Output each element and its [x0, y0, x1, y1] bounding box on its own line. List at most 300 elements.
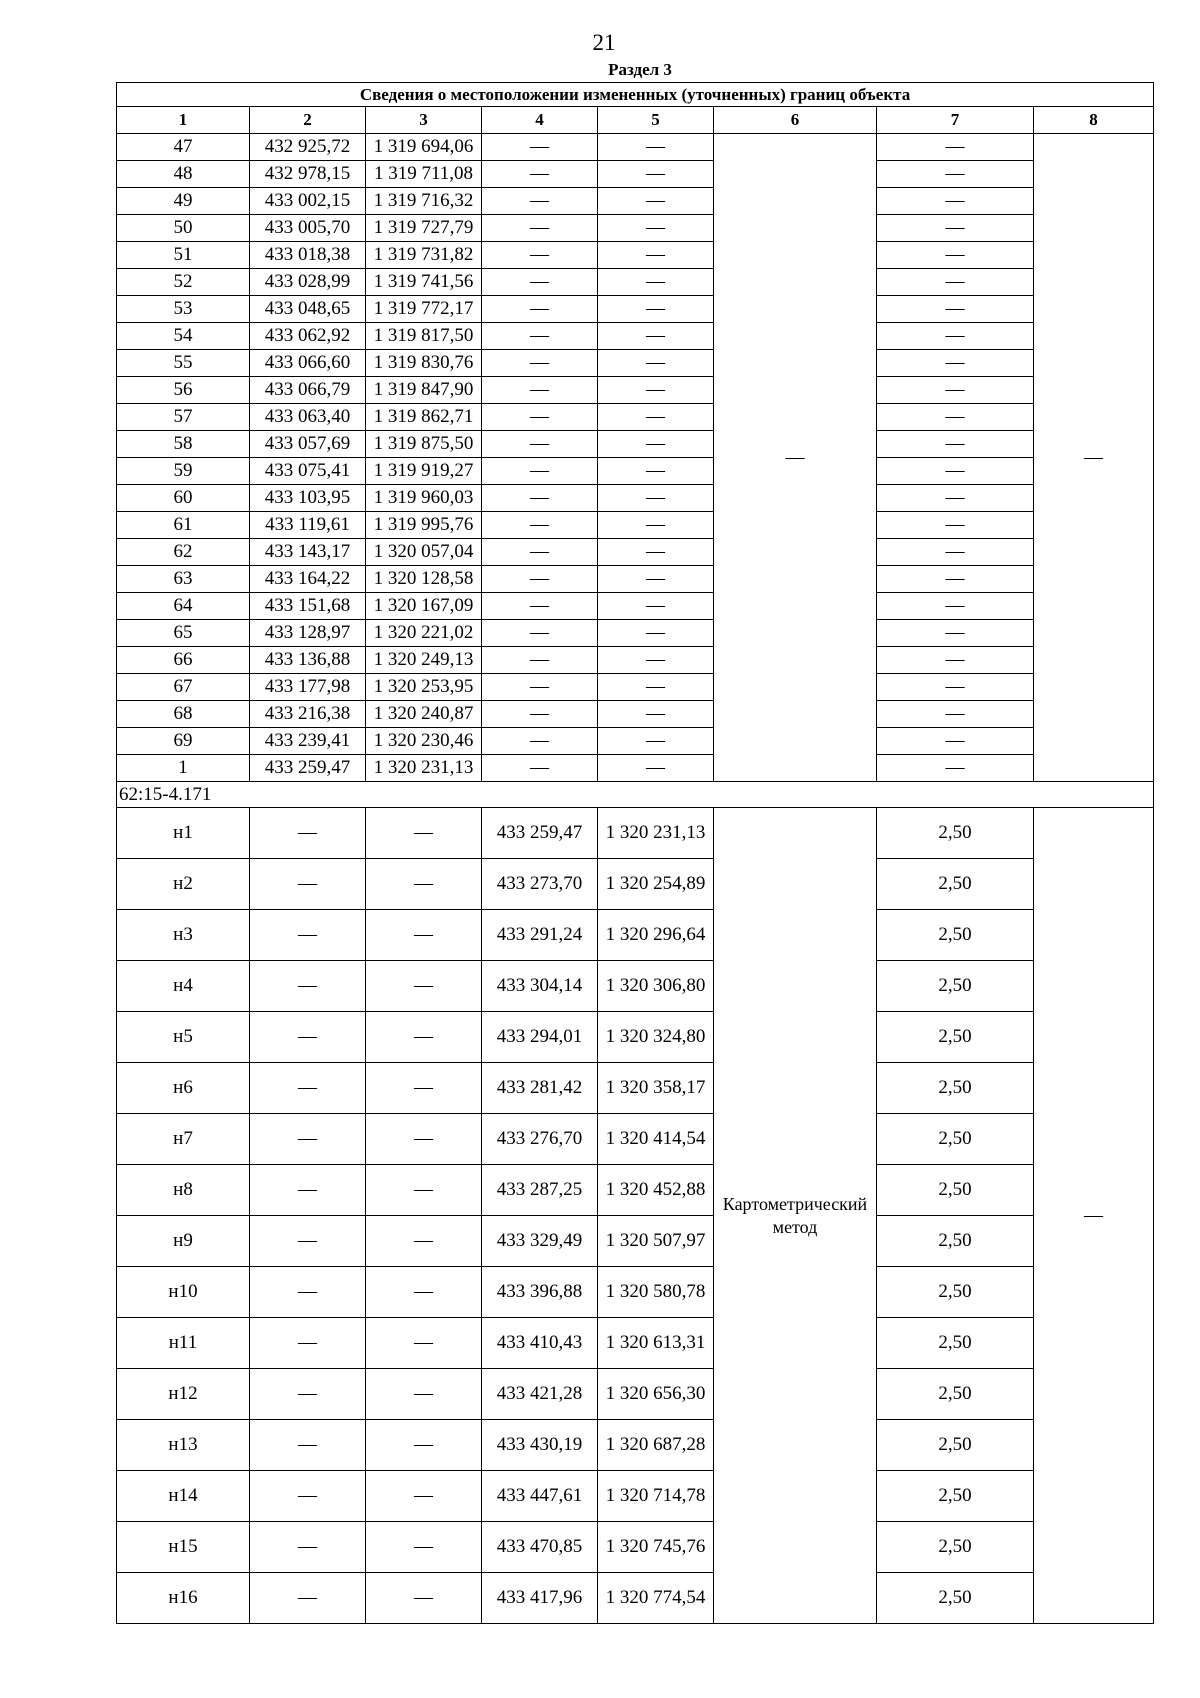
table-row	[117, 1012, 1154, 1063]
existing-y: —	[366, 1471, 482, 1522]
new-y: —	[598, 485, 714, 512]
new-x: —	[482, 620, 598, 647]
point-number: н6	[117, 1063, 250, 1114]
accuracy: 2,50	[877, 1165, 1034, 1216]
table-row	[117, 377, 1154, 404]
existing-y: —	[366, 1216, 482, 1267]
column-header-row	[117, 107, 1154, 134]
existing-y: —	[366, 808, 482, 859]
existing-x: —	[250, 1012, 366, 1063]
table-row	[117, 1165, 1154, 1216]
new-x: —	[482, 350, 598, 377]
accuracy: —	[877, 485, 1034, 512]
accuracy: —	[877, 755, 1034, 782]
accuracy: —	[877, 728, 1034, 755]
new-y: —	[598, 269, 714, 296]
point-number: 55	[117, 350, 250, 377]
new-x: 433 294,01	[482, 1012, 598, 1063]
existing-y: —	[366, 1420, 482, 1471]
accuracy: —	[877, 458, 1034, 485]
new-y: 1 320 296,64	[598, 910, 714, 961]
table-row	[117, 485, 1154, 512]
existing-y: —	[366, 1318, 482, 1369]
existing-y: 1 319 817,50	[366, 323, 482, 350]
accuracy: 2,50	[877, 859, 1034, 910]
table-row	[117, 188, 1154, 215]
existing-x: 433 164,22	[250, 566, 366, 593]
existing-y: 1 320 128,58	[366, 566, 482, 593]
existing-x: 433 048,65	[250, 296, 366, 323]
new-x: 433 304,14	[482, 961, 598, 1012]
existing-x: —	[250, 1114, 366, 1165]
point-number: 61	[117, 512, 250, 539]
existing-x: 433 239,41	[250, 728, 366, 755]
existing-y: 1 320 167,09	[366, 593, 482, 620]
existing-x: 433 136,88	[250, 647, 366, 674]
existing-y: —	[366, 910, 482, 961]
table-row	[117, 323, 1154, 350]
column-header-4: 4	[482, 107, 598, 134]
new-x: 433 410,43	[482, 1318, 598, 1369]
new-x: —	[482, 323, 598, 350]
new-y: 1 320 613,31	[598, 1318, 714, 1369]
accuracy: 2,50	[877, 1216, 1034, 1267]
new-y: —	[598, 215, 714, 242]
point-number: н13	[117, 1420, 250, 1471]
accuracy: —	[877, 593, 1034, 620]
new-x: —	[482, 701, 598, 728]
point-number: 66	[117, 647, 250, 674]
existing-x: 433 151,68	[250, 593, 366, 620]
method-cell: —	[714, 134, 877, 782]
table-row	[117, 512, 1154, 539]
table-body	[117, 134, 1154, 1624]
new-y: 1 320 414,54	[598, 1114, 714, 1165]
accuracy: —	[877, 188, 1034, 215]
existing-x: —	[250, 1318, 366, 1369]
new-y: —	[598, 728, 714, 755]
new-y: —	[598, 647, 714, 674]
existing-x: —	[250, 961, 366, 1012]
new-x: 433 273,70	[482, 859, 598, 910]
new-x: —	[482, 485, 598, 512]
description-cell: —	[1034, 808, 1154, 1624]
new-x: —	[482, 539, 598, 566]
new-y: 1 320 774,54	[598, 1573, 714, 1624]
existing-x: 432 925,72	[250, 134, 366, 161]
existing-x: 433 066,79	[250, 377, 366, 404]
accuracy: —	[877, 323, 1034, 350]
table-row	[117, 808, 1154, 859]
existing-x: 433 028,99	[250, 269, 366, 296]
table-row	[117, 1063, 1154, 1114]
point-number: 47	[117, 134, 250, 161]
existing-y: 1 319 995,76	[366, 512, 482, 539]
column-header-6: 6	[714, 107, 877, 134]
column-header-7: 7	[877, 107, 1034, 134]
existing-y: —	[366, 1114, 482, 1165]
point-number: 65	[117, 620, 250, 647]
point-number: н3	[117, 910, 250, 961]
existing-y: 1 319 847,90	[366, 377, 482, 404]
table-row	[117, 1369, 1154, 1420]
existing-x: 433 005,70	[250, 215, 366, 242]
new-x: 433 287,25	[482, 1165, 598, 1216]
existing-y: 1 319 731,82	[366, 242, 482, 269]
table-row	[117, 1420, 1154, 1471]
column-header-3: 3	[366, 107, 482, 134]
new-x: —	[482, 296, 598, 323]
new-x: —	[482, 242, 598, 269]
new-y: —	[598, 431, 714, 458]
new-y: —	[598, 512, 714, 539]
new-x: 433 417,96	[482, 1573, 598, 1624]
accuracy: —	[877, 674, 1034, 701]
new-y: 1 320 254,89	[598, 859, 714, 910]
table-row	[117, 1216, 1154, 1267]
point-number: 59	[117, 458, 250, 485]
new-y: —	[598, 404, 714, 431]
accuracy: 2,50	[877, 910, 1034, 961]
existing-x: —	[250, 1267, 366, 1318]
existing-y: 1 319 727,79	[366, 215, 482, 242]
table-row	[117, 755, 1154, 782]
table-row	[117, 269, 1154, 296]
existing-x: 433 259,47	[250, 755, 366, 782]
existing-x: 433 066,60	[250, 350, 366, 377]
new-y: —	[598, 377, 714, 404]
accuracy: —	[877, 404, 1034, 431]
table-row	[117, 566, 1154, 593]
existing-y: —	[366, 1369, 482, 1420]
new-x: —	[482, 566, 598, 593]
existing-x: —	[250, 1420, 366, 1471]
existing-y: 1 319 772,17	[366, 296, 482, 323]
accuracy: —	[877, 350, 1034, 377]
existing-x: —	[250, 1165, 366, 1216]
point-number: н4	[117, 961, 250, 1012]
new-x: —	[482, 593, 598, 620]
existing-y: —	[366, 961, 482, 1012]
new-y: —	[598, 566, 714, 593]
existing-y: 1 320 057,04	[366, 539, 482, 566]
existing-y: —	[366, 1267, 482, 1318]
point-number: 57	[117, 404, 250, 431]
column-header-8: 8	[1034, 107, 1154, 134]
new-x: 433 281,42	[482, 1063, 598, 1114]
existing-x: —	[250, 1522, 366, 1573]
existing-x: —	[250, 1369, 366, 1420]
accuracy: —	[877, 269, 1034, 296]
accuracy: 2,50	[877, 1114, 1034, 1165]
point-number: н16	[117, 1573, 250, 1624]
point-number: 1	[117, 755, 250, 782]
table-row	[117, 1573, 1154, 1624]
table-row	[117, 215, 1154, 242]
existing-y: 1 319 862,71	[366, 404, 482, 431]
existing-y: —	[366, 1522, 482, 1573]
new-y: 1 320 306,80	[598, 961, 714, 1012]
existing-y: —	[366, 859, 482, 910]
point-number: 63	[117, 566, 250, 593]
existing-x: 433 018,38	[250, 242, 366, 269]
new-y: 1 320 714,78	[598, 1471, 714, 1522]
point-number: н12	[117, 1369, 250, 1420]
new-x: —	[482, 647, 598, 674]
new-y: —	[598, 620, 714, 647]
new-x: —	[482, 431, 598, 458]
column-header-2: 2	[250, 107, 366, 134]
table-row	[117, 910, 1154, 961]
new-y: —	[598, 296, 714, 323]
table-row	[117, 404, 1154, 431]
new-x: —	[482, 728, 598, 755]
accuracy: 2,50	[877, 1369, 1034, 1420]
new-x: —	[482, 188, 598, 215]
parcel-subheading-row	[117, 782, 1154, 808]
new-x: —	[482, 377, 598, 404]
new-y: —	[598, 242, 714, 269]
existing-x: 432 978,15	[250, 161, 366, 188]
point-number: н8	[117, 1165, 250, 1216]
table-row	[117, 350, 1154, 377]
table-row	[117, 620, 1154, 647]
existing-y: —	[366, 1012, 482, 1063]
existing-x: —	[250, 910, 366, 961]
accuracy: —	[877, 377, 1034, 404]
existing-x: 433 128,97	[250, 620, 366, 647]
point-number: 56	[117, 377, 250, 404]
column-header-1: 1	[117, 107, 250, 134]
table-row	[117, 539, 1154, 566]
point-number: н2	[117, 859, 250, 910]
table-title: Сведения о местоположении измененных (уточненных) границ объекта	[117, 83, 1154, 107]
table-row	[117, 1318, 1154, 1369]
existing-y: 1 320 221,02	[366, 620, 482, 647]
new-y: —	[598, 593, 714, 620]
existing-x: —	[250, 859, 366, 910]
accuracy: —	[877, 242, 1034, 269]
existing-y: 1 319 716,32	[366, 188, 482, 215]
new-y: 1 320 656,30	[598, 1369, 714, 1420]
table-row	[117, 134, 1154, 161]
existing-x: 433 216,38	[250, 701, 366, 728]
existing-y: 1 320 249,13	[366, 647, 482, 674]
existing-x: 433 177,98	[250, 674, 366, 701]
existing-x: 433 057,69	[250, 431, 366, 458]
new-y: 1 320 231,13	[598, 808, 714, 859]
accuracy: 2,50	[877, 1471, 1034, 1522]
existing-y: 1 320 230,46	[366, 728, 482, 755]
accuracy: 2,50	[877, 1012, 1034, 1063]
accuracy: 2,50	[877, 1522, 1034, 1573]
existing-y: 1 319 694,06	[366, 134, 482, 161]
point-number: 54	[117, 323, 250, 350]
new-x: 433 276,70	[482, 1114, 598, 1165]
point-number: н15	[117, 1522, 250, 1573]
table-row	[117, 701, 1154, 728]
new-y: 1 320 580,78	[598, 1267, 714, 1318]
existing-x: 433 063,40	[250, 404, 366, 431]
existing-y: —	[366, 1573, 482, 1624]
existing-y: 1 319 919,27	[366, 458, 482, 485]
description-cell: —	[1034, 134, 1154, 782]
new-x: 433 396,88	[482, 1267, 598, 1318]
table-row	[117, 647, 1154, 674]
new-y: —	[598, 701, 714, 728]
existing-x: 433 119,61	[250, 512, 366, 539]
existing-y: —	[366, 1063, 482, 1114]
existing-y: 1 320 253,95	[366, 674, 482, 701]
accuracy: —	[877, 215, 1034, 242]
accuracy: —	[877, 539, 1034, 566]
table-row	[117, 961, 1154, 1012]
new-y: 1 320 452,88	[598, 1165, 714, 1216]
point-number: 49	[117, 188, 250, 215]
existing-x: 433 075,41	[250, 458, 366, 485]
table-row	[117, 674, 1154, 701]
point-number: 48	[117, 161, 250, 188]
accuracy: 2,50	[877, 1318, 1034, 1369]
accuracy: —	[877, 701, 1034, 728]
page-number: 21	[592, 30, 616, 55]
existing-y: 1 319 711,08	[366, 161, 482, 188]
section-label: Раздел 3	[608, 60, 672, 79]
table-row	[117, 593, 1154, 620]
existing-y: 1 320 240,87	[366, 701, 482, 728]
existing-x: —	[250, 1573, 366, 1624]
accuracy: —	[877, 566, 1034, 593]
point-number: 60	[117, 485, 250, 512]
new-x: 433 291,24	[482, 910, 598, 961]
table-row	[117, 242, 1154, 269]
existing-x: —	[250, 808, 366, 859]
accuracy: —	[877, 647, 1034, 674]
existing-y: 1 319 741,56	[366, 269, 482, 296]
accuracy: —	[877, 161, 1034, 188]
existing-x: 433 002,15	[250, 188, 366, 215]
point-number: 51	[117, 242, 250, 269]
point-number: н9	[117, 1216, 250, 1267]
accuracy: —	[877, 512, 1034, 539]
point-number: 50	[117, 215, 250, 242]
point-number: 67	[117, 674, 250, 701]
new-x: —	[482, 458, 598, 485]
new-y: —	[598, 458, 714, 485]
existing-x: —	[250, 1063, 366, 1114]
new-y: 1 320 507,97	[598, 1216, 714, 1267]
column-header-5: 5	[598, 107, 714, 134]
table-row	[117, 161, 1154, 188]
point-number: 52	[117, 269, 250, 296]
existing-y: 1 319 830,76	[366, 350, 482, 377]
accuracy: 2,50	[877, 1573, 1034, 1624]
table-row	[117, 859, 1154, 910]
new-x: 433 470,85	[482, 1522, 598, 1573]
point-number: 58	[117, 431, 250, 458]
existing-x: —	[250, 1216, 366, 1267]
new-x: —	[482, 512, 598, 539]
existing-x: 433 062,92	[250, 323, 366, 350]
table-row	[117, 1114, 1154, 1165]
new-y: 1 320 745,76	[598, 1522, 714, 1573]
parcel-number: 62:15-4.171	[117, 782, 1154, 808]
new-y: —	[598, 755, 714, 782]
point-number: н1	[117, 808, 250, 859]
new-x: —	[482, 674, 598, 701]
point-number: 69	[117, 728, 250, 755]
table-row	[117, 728, 1154, 755]
point-number: н7	[117, 1114, 250, 1165]
accuracy: 2,50	[877, 1267, 1034, 1318]
new-x: —	[482, 269, 598, 296]
point-number: 68	[117, 701, 250, 728]
point-number: н5	[117, 1012, 250, 1063]
accuracy: 2,50	[877, 1063, 1034, 1114]
point-number: 53	[117, 296, 250, 323]
new-x: —	[482, 161, 598, 188]
table-row	[117, 1522, 1154, 1573]
new-x: 433 259,47	[482, 808, 598, 859]
table-row	[117, 296, 1154, 323]
existing-x: —	[250, 1471, 366, 1522]
new-y: —	[598, 161, 714, 188]
new-x: —	[482, 755, 598, 782]
new-y: —	[598, 539, 714, 566]
new-y: —	[598, 188, 714, 215]
new-y: —	[598, 350, 714, 377]
point-number: н10	[117, 1267, 250, 1318]
point-number: н14	[117, 1471, 250, 1522]
new-y: —	[598, 323, 714, 350]
existing-y: 1 319 875,50	[366, 431, 482, 458]
existing-y: —	[366, 1165, 482, 1216]
boundary-table	[116, 82, 1154, 1624]
new-x: 433 329,49	[482, 1216, 598, 1267]
new-y: 1 320 324,80	[598, 1012, 714, 1063]
table-row	[117, 1267, 1154, 1318]
existing-y: 1 320 231,13	[366, 755, 482, 782]
new-x: 433 421,28	[482, 1369, 598, 1420]
accuracy: —	[877, 431, 1034, 458]
accuracy: 2,50	[877, 808, 1034, 859]
new-x: 433 447,61	[482, 1471, 598, 1522]
new-y: —	[598, 134, 714, 161]
point-number: 64	[117, 593, 250, 620]
existing-y: 1 319 960,03	[366, 485, 482, 512]
point-number: 62	[117, 539, 250, 566]
new-x: —	[482, 215, 598, 242]
accuracy: 2,50	[877, 1420, 1034, 1471]
new-y: —	[598, 674, 714, 701]
new-y: 1 320 687,28	[598, 1420, 714, 1471]
table-row	[117, 458, 1154, 485]
method-cell: Картометрический метод	[714, 808, 877, 1624]
new-x: —	[482, 134, 598, 161]
existing-x: 433 103,95	[250, 485, 366, 512]
accuracy: —	[877, 620, 1034, 647]
new-y: 1 320 358,17	[598, 1063, 714, 1114]
accuracy: —	[877, 296, 1034, 323]
table-row	[117, 1471, 1154, 1522]
point-number: н11	[117, 1318, 250, 1369]
accuracy: 2,50	[877, 961, 1034, 1012]
new-x: —	[482, 404, 598, 431]
accuracy: —	[877, 134, 1034, 161]
table-row	[117, 431, 1154, 458]
new-x: 433 430,19	[482, 1420, 598, 1471]
existing-x: 433 143,17	[250, 539, 366, 566]
